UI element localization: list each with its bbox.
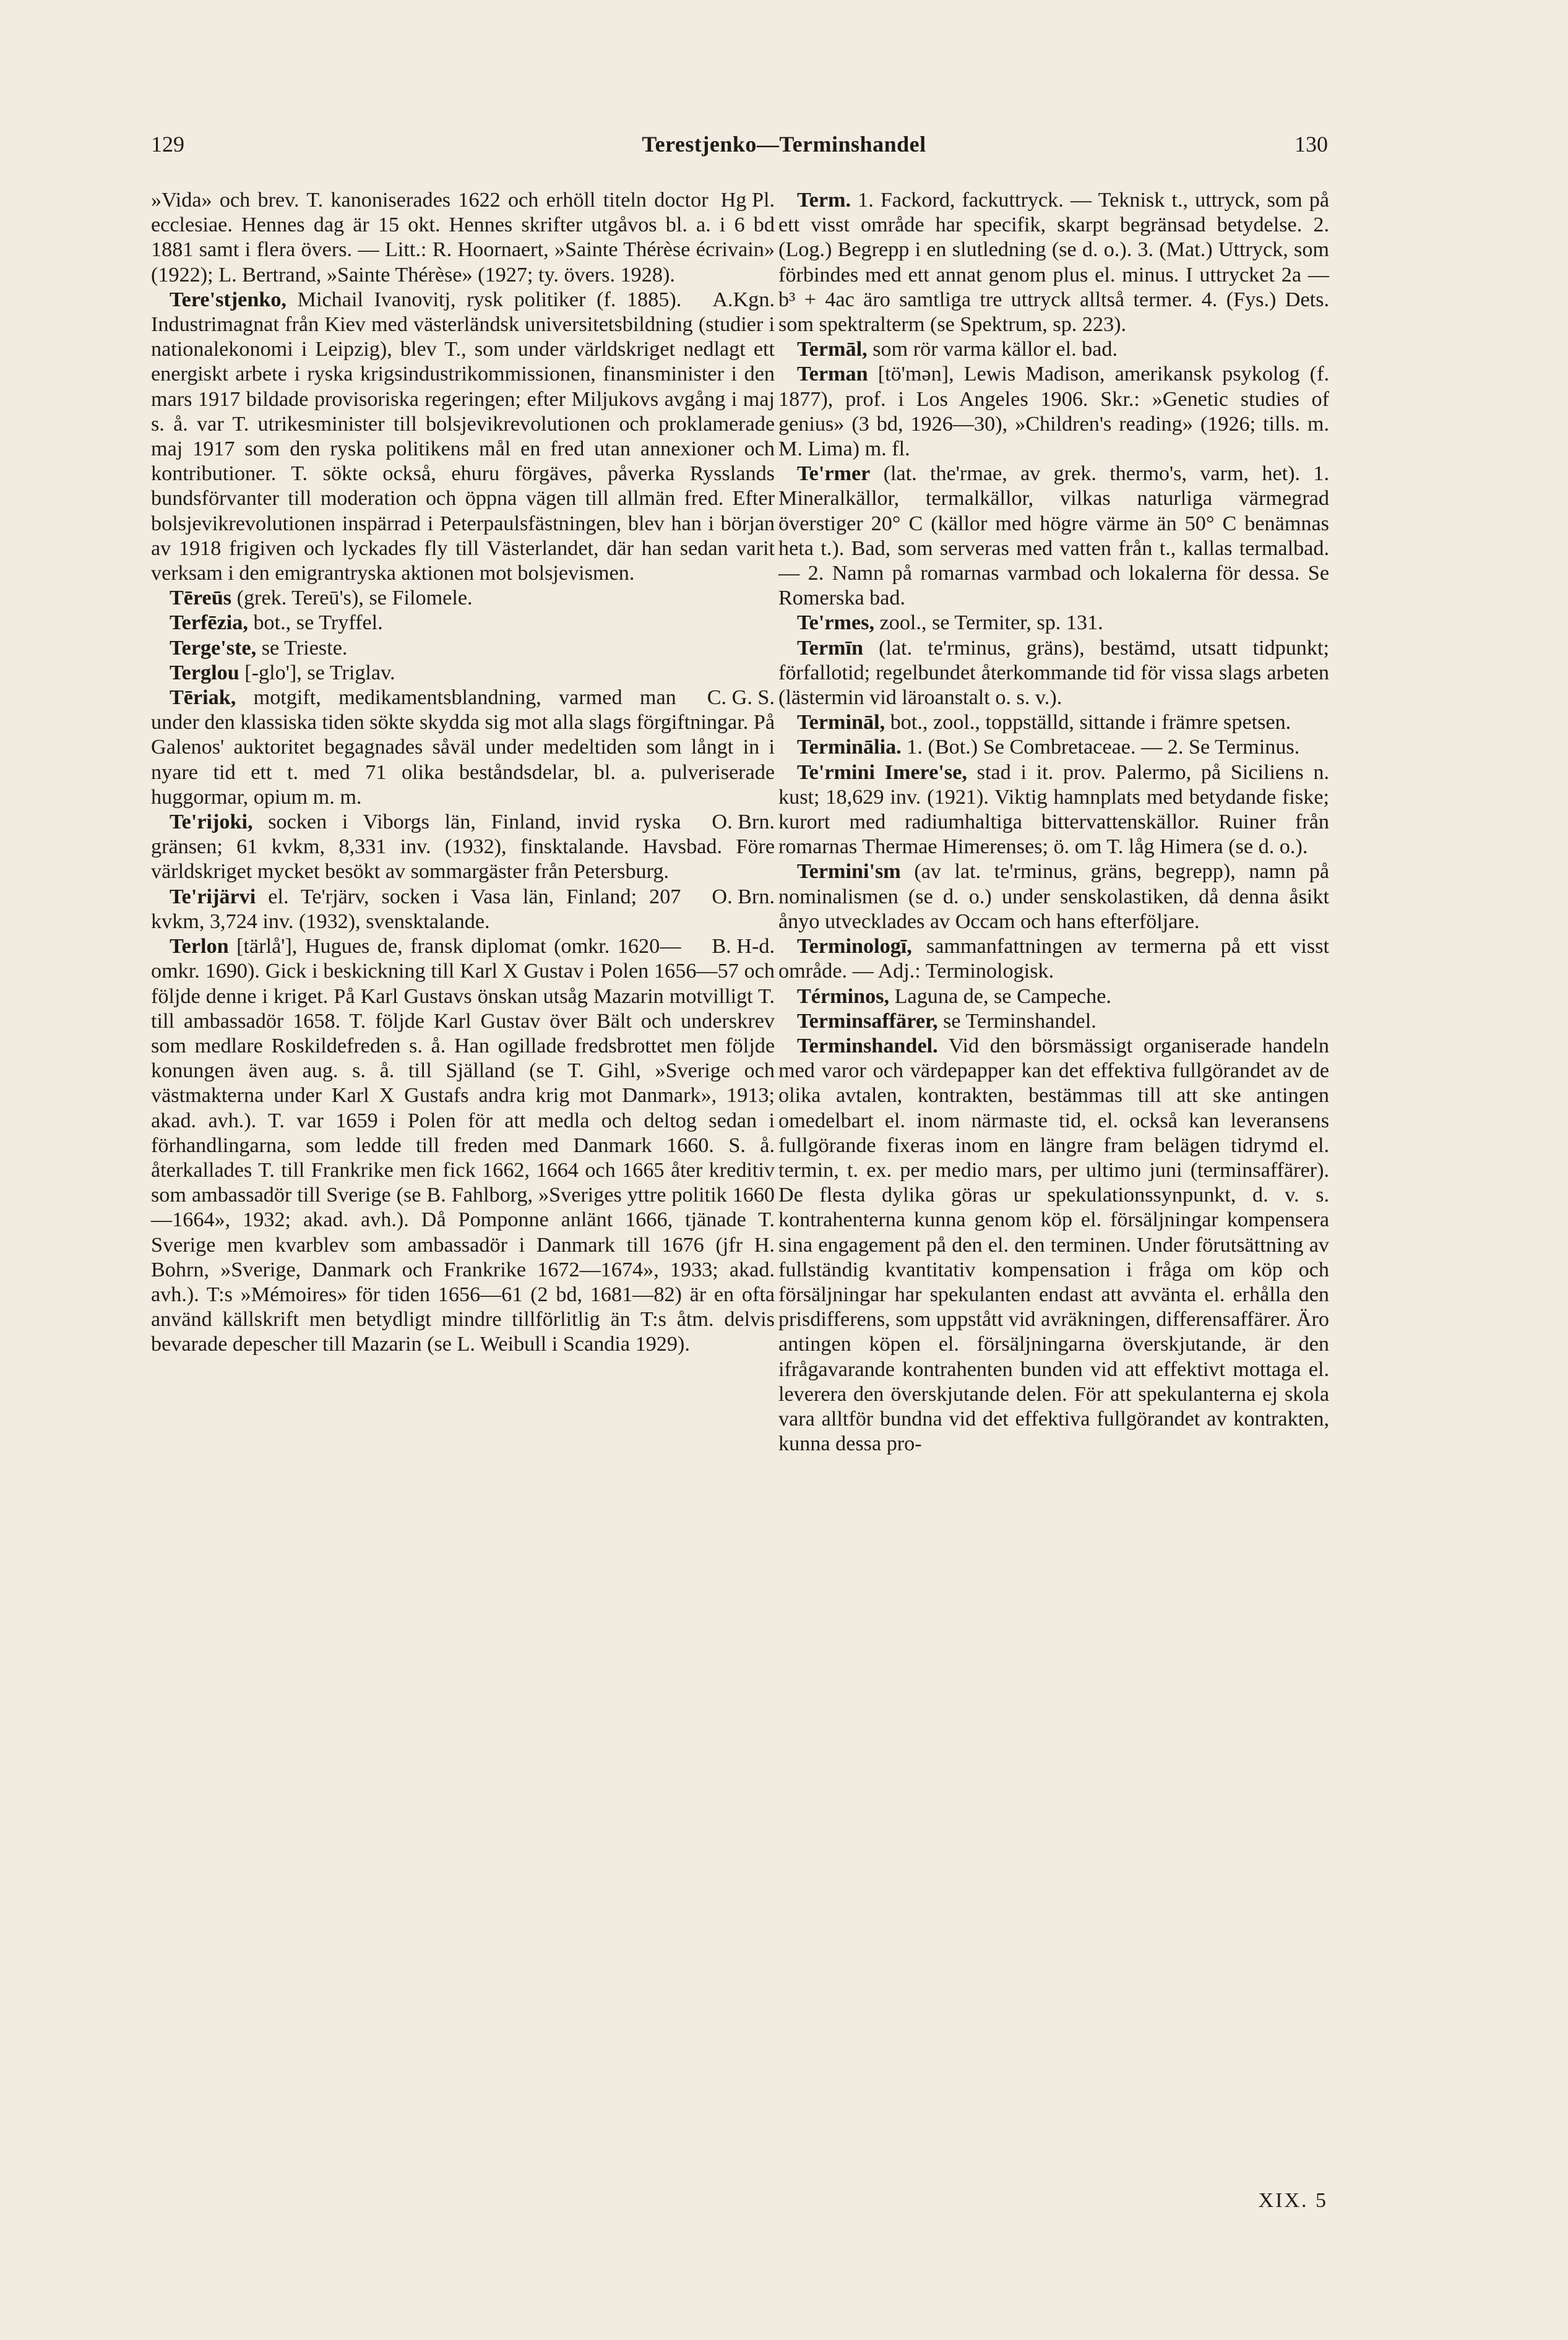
headword: Termināl,: [797, 711, 885, 734]
headword: Tēreūs: [170, 587, 232, 610]
article-entry: [151, 586, 775, 611]
article-text: (av lat. te'rminus, gräns, begrepp), namn på nominalismen (se d. o.) under senskolastiken, då denna åsikt ånyo utvecklades av Occam och hans efterföljare.: [778, 860, 1330, 933]
author-signature: B. H-d.: [712, 935, 775, 958]
headword: Te'rmini Imere'se,: [797, 760, 967, 784]
headword: Terglou: [170, 661, 239, 684]
article-entry: [778, 362, 1329, 462]
headword: Terge'ste,: [170, 636, 257, 660]
headword: Te'rmer: [797, 462, 871, 486]
article-text: bot., se Tryffel.: [253, 611, 383, 635]
headword: Te'rijoki,: [170, 811, 253, 834]
article-entry: [151, 686, 775, 810]
article-text: [-glo'], se Triglav.: [244, 661, 395, 684]
signature-mark: XIX. 5: [1258, 2189, 1328, 2212]
headword: Terminsaffärer,: [797, 1009, 938, 1033]
article-entry: [778, 337, 1329, 362]
article-text: [tö'mən], Lewis Madison, amerikansk psykolog (f. 1877), prof. i Los Angeles 1906. Skr.: »Genetic studies of genius» (3 bd, 1926—30), »Children's reading» (1926; tills. m. M. Lima) m. fl.: [778, 363, 1329, 461]
article-entry: [151, 288, 775, 586]
headword: Term.: [797, 189, 851, 212]
article-text: (grek. Tereū's), se Filomele.: [236, 587, 473, 610]
article-text: el. Te'rjärv, socken i Vasa län, Finland; 207 kvkm, 3,724 inv. (1932), svensktalande.: [151, 885, 681, 933]
article-entry: [151, 188, 775, 288]
article-entry: [778, 760, 1329, 860]
article-text: bot., zool., toppställd, sittande i främre spetsen.: [890, 711, 1291, 734]
author-signature: C. G. S.: [707, 686, 775, 710]
headword: Tēriak,: [170, 686, 236, 710]
article-text: (lat. the'rmae, av grek. thermo's, varm, het). 1. Mineralkällor, termalkällor, vilkas naturliga värmegrad överstiger 20° C (källor med högre värme än 50° C benämnas heta t.). Bad, som serveras med vatten från t., kallas termalbad. — 2. Namn på romarnas varmbad och lokalerna för dessa. Se Romerska bad.: [778, 462, 1329, 610]
running-title: Terestjenko—Terminshandel: [642, 132, 926, 157]
article-text: [tärlå'], Hugues de, fransk diplomat (omkr. 1620—omkr. 1690). Gick i beskickning till Karl X Gustav i Polen 1656—57 och följde denne i kriget. På Karl Gustavs önskan utsåg Mazarin motvilligt T. till ambassadör 1658. T. följde Karl Gustav över Bält och underskrev som medlare Roskildefreden s. å. Han ogillade fredsbrottet men följde konungen även aug. s. å. till Själland (se T. Gihl, »Sverige och västmakterna under Karl X Gustafs andra krig mot Danmark», 1913; akad. avh.). T. var 1659 i Polen för att medla och deltog sedan i förhandlingarna, som ledde till freden med Danmark 1660. S. å. återkallades T. till Frankrike men fick 1662, 1664 och 1665 åter kreditiv som ambassadör till Sverige (se B. Fahlborg, »Sveriges yttre politik 1660—1664», 1932; akad. avh.). Då Pomponne anlänt 1666, tjänade T. Sverige men kvarblev som ambassadör i Danmark till 1676 (jfr H. Bohrn, »Sverige, Danmark och Frankrike 1672—1674», 1933; akad. avh.). T:s »Mémoires» för tiden 1656—61 (2 bd, 1681—82) är en ofta använd källskrift men betydligt mindre tillförlitlig än T:s åtm. delvis bevarade depescher till Mazarin (se L. Weibull i Scandia 1929).: [151, 935, 775, 1356]
headword: Terfēzia,: [170, 611, 248, 635]
headword: Terminologī,: [797, 935, 912, 958]
page-number-right: 130: [1294, 132, 1328, 157]
headword: Terman: [797, 363, 868, 386]
article-text: 1. (Bot.) Se Combretaceae. — 2. Se Terminus.: [907, 736, 1300, 759]
headword: Termīn: [797, 636, 864, 660]
article-entry: [778, 462, 1329, 611]
author-signature: O. Brn.: [712, 885, 775, 908]
article-text: (lat. te'rminus, gräns), bestämd, utsatt tidpunkt; förfallotid; regelbundet återkommande tid för vissa slags arbeten (lästermin vid läroanstalt o. s. v.).: [778, 636, 1329, 710]
article-entry: [151, 885, 775, 934]
page-header: [0, 131, 1568, 168]
headword: Termāl,: [797, 338, 868, 361]
article-entry: [778, 611, 1329, 635]
article-text: motgift, medikamentsblandning, varmed man under den klassiska tiden sökte skydda sig mot alla slags förgiftningar. På Galenos' auktoritet begagnades såväl under medeltiden som långt in i nyare tid ett t. med 71 olika beståndsdelar, bl. a. pulveriserade huggormar, opium m. m.: [151, 686, 775, 809]
article-entry: [778, 1009, 1329, 1034]
article-text: zool., se Termiter, sp. 131.: [879, 611, 1103, 635]
article-entry: [151, 810, 775, 885]
author-signature: A.Kgn.: [712, 288, 775, 311]
headword: Términos,: [797, 984, 890, 1008]
article-entry: [778, 984, 1329, 1009]
headword: Terminshandel.: [797, 1034, 938, 1057]
article-text: som rör varma källor el. bad.: [872, 338, 1118, 361]
article-entry: [778, 636, 1329, 711]
article-entry: [778, 735, 1329, 760]
headword: Te'rmes,: [797, 611, 875, 635]
article-text: Michail Ivanovitj, rysk politiker (f. 1885). Industrimagnat från Kiev med västerländsk universitetsbildning (studier i nationalekonomi i Leipzig), blev T., som under världskriget nedlagt ett energiskt arbete i ryska krigsindustrikommissionen, finansminister i den mars 1917 bildade provisoriska regeringen; efter Miljukovs avgång i maj s. å. var T. utrikesminister till bolsjevikrevolutionen och proklamerade maj 1917 som den ryska politikens mål en fred utan annexioner och kontributioner. T. sökte också, ehuru förgäves, påverka Rysslands bundsförvanter till moderation och öppna vägen till allmän fred. Efter bolsjevikrevolutionen inspärrad i Peterpaulsfästningen, blev han i början av 1918 frigiven och lyckades fly till Västerlandet, där han sedan varit verksam i den emigrantryska aktionen mot bolsjevismen.: [151, 288, 775, 585]
article-text: socken i Viborgs län, Finland, invid ryska gränsen; 61 kvkm, 8,331 inv. (1932), finsktalande. Havsbad. Före världskriget mycket besökt av sommargäster från Petersburg.: [151, 811, 775, 884]
article-text: stad i it. prov. Palermo, på Siciliens n. kust; 18,629 inv. (1921). Viktig hamnplats med betydande fiske; kurort med radiumhaltiga bittervattenskällor. Ruiner från romarnas Thermae Himerenses; ö. om T. låg Himera (se d. o.).: [778, 760, 1329, 859]
article-entry: [151, 661, 775, 686]
author-signature: Hg Pl.: [720, 189, 775, 212]
article-entry: [778, 1034, 1329, 1456]
article-entry: [778, 188, 1329, 337]
article-text: 1. Fackord, fackuttryck. — Teknisk t., uttryck, som på ett visst område har specifik, skarpt begränsad betydelse. 2. (Log.) Begrepp i en slutledning (se d. o.). 3. (Mat.) Uttryck, som förbindes med ett annat genom plus el. minus. I uttrycket 2a — b³ + 4ac äro samtliga tre uttryck alltså termer. 4. (Fys.) Dets. som spektralterm (se Spektrum, sp. 223).: [778, 189, 1329, 337]
headword: Terminālia.: [797, 736, 902, 759]
article-text: »Vida» och brev. T. kanoniserades 1622 och erhöll titeln doctor ecclesiae. Hennes dag är 15 okt. Hennes skrifter utgåvos bl. a. i 6 bd 1881 samt i flera övers. — Litt.: R. Hoornaert, »Sainte Thérèse écrivain» (1922); L. Bertrand, »Sainte Thérèse» (1927; ty. övers. 1928).: [151, 189, 775, 286]
article-entry: [151, 636, 775, 661]
author-signature: O. Brn.: [712, 811, 775, 834]
article-text: se Trieste.: [261, 636, 348, 660]
article-text: Laguna de, se Campeche.: [894, 984, 1111, 1008]
headword: Termini'sm: [797, 860, 901, 884]
article-text: se Terminshandel.: [943, 1009, 1096, 1033]
headword: Te'rijärvi: [170, 885, 256, 908]
article-entry: [778, 934, 1329, 984]
headword: Tere'stjenko,: [170, 288, 286, 311]
headword: Terlon: [170, 935, 229, 958]
left-column: [151, 188, 775, 1357]
article-text: Vid den börsmässigt organiserade handeln med varor och värdepapper kan det effektiva fullgörandet av de olika avtalen, kontrakten, bestämmas till att ske antingen omedelbart el. inom närmaste tid, el. också kan leveransens fullgörande fixeras inom en längre fram belägen tidrymd el. termin, t. ex. per medio mars, per ultimo juni (terminsaffärer). De flesta dylika göras ur spekulationssynpunkt, d. v. s. kontrahenterna kunna genom köp el. försäljningar kompensera sina engagement på den el. den terminen. Under förutsättning av fullständig kvantitativ kompensation i fråga om köp och försäljningar har spekulanten endast att avvänta el. erhålla den prisdifferens, som uppstått vid avräkningen, differensaffärer. Äro antingen köpen el. försäljningarna överskjutande, är den ifrågavarande kontrahenten bunden vid att effektivt mottaga el. leverera den överskjutande delen. För att spekulanterna ej skola vara alltför bundna vid det effektiva fullgörandet av kontrakten, kunna dessa pro-: [778, 1034, 1329, 1456]
article-entry: [151, 934, 775, 1357]
article-entry: [151, 611, 775, 635]
page-number-left: 129: [151, 132, 184, 157]
article-entry: [778, 710, 1329, 735]
right-column: [778, 188, 1329, 1456]
article-text: sammanfattningen av termerna på ett visst område. — Adj.: Terminologisk.: [778, 935, 1329, 983]
article-entry: [778, 859, 1329, 934]
